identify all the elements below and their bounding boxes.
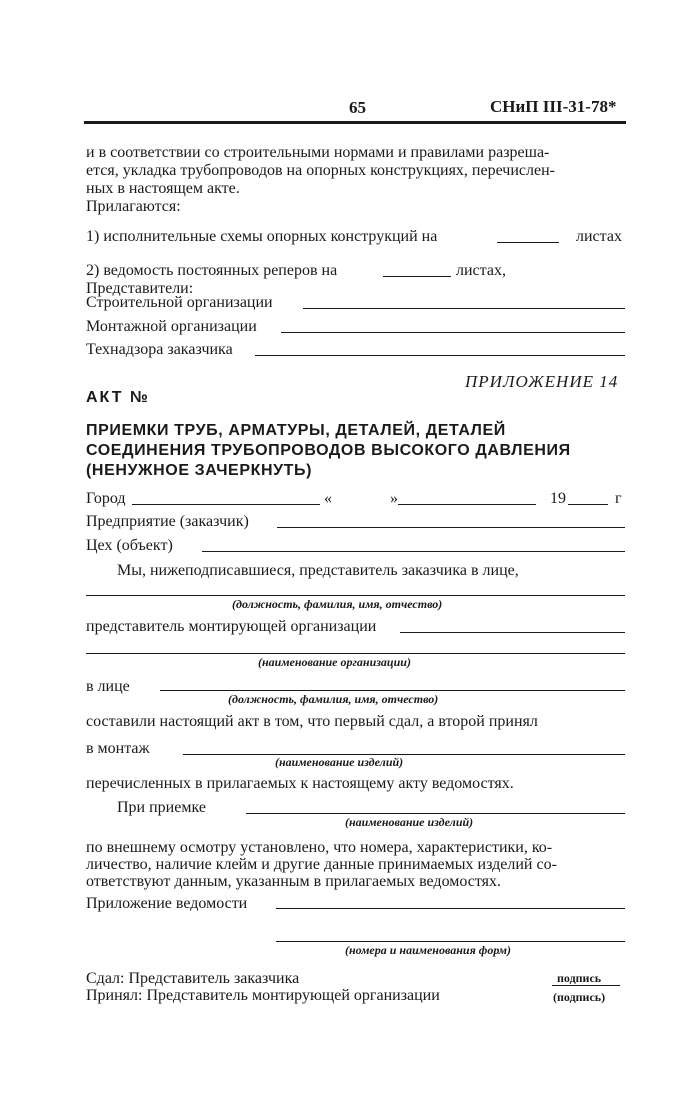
appendix-sheets-blank bbox=[276, 908, 625, 909]
signature-1: подпись bbox=[557, 971, 602, 985]
inspect-line-3: ответствуют данным, указанным в прилагаемых ведомостях. bbox=[86, 873, 502, 890]
city-blank bbox=[132, 504, 320, 505]
shop-label: Цех (объект) bbox=[86, 537, 173, 554]
page-number: 65 bbox=[349, 98, 366, 117]
intro-line-3: ных в настоящем акте. bbox=[86, 180, 240, 197]
in-person-label: в лице bbox=[86, 678, 130, 695]
received-label: Принял: Представитель монтирующей организации bbox=[86, 987, 440, 1004]
items-blank bbox=[183, 754, 625, 755]
appendix-label: ПРИЛОЖЕНИЕ 14 bbox=[465, 372, 619, 391]
hint-items: (наименование изделий) bbox=[275, 755, 404, 769]
year-prefix: 19 bbox=[550, 490, 566, 507]
date-quote-open: « bbox=[324, 490, 332, 507]
mount-rep-label: представитель монтирующей организации bbox=[86, 618, 377, 635]
attached-item-1: 1) исполнительные схемы опорных конструкций на bbox=[86, 228, 438, 245]
listed-sentence: перечисленных в прилагаемых к настоящему акту ведомостях. bbox=[86, 775, 514, 792]
act-number-label: АКТ № bbox=[86, 389, 150, 406]
into-mount-label: в монтаж bbox=[86, 740, 150, 757]
item1-blank bbox=[497, 242, 559, 243]
attached-label: Прилагаются: bbox=[86, 198, 181, 215]
act-title-1: ПРИЕМКИ ТРУБ, АРМАТУРЫ, ДЕТАЛЕЙ, ДЕТАЛЕЙ bbox=[86, 422, 506, 439]
doc-code: СНиП III-31-78* bbox=[490, 97, 617, 116]
rep-mounting: Монтажной организации bbox=[86, 318, 257, 335]
city-label: Город bbox=[86, 490, 126, 507]
rep-construction-blank bbox=[303, 308, 625, 309]
rep-mounting-blank bbox=[281, 332, 625, 333]
on-accept-label: При приемке bbox=[117, 799, 206, 816]
signature-1-rule bbox=[552, 985, 620, 986]
org-name-blank bbox=[86, 653, 625, 654]
hint-org: (наименование организации) bbox=[258, 655, 411, 669]
item2-blank bbox=[383, 276, 451, 277]
item1-unit: листах bbox=[576, 228, 622, 245]
hint-items-2: (наименование изделий) bbox=[345, 815, 474, 829]
month-blank bbox=[398, 504, 536, 505]
attached-item-2: 2) ведомость постоянных реперов на bbox=[86, 262, 338, 279]
header-rule bbox=[84, 121, 626, 124]
signature-2: (подпись) bbox=[553, 990, 606, 1004]
hint-position-2: (должность, фамилия, имя, отчество) bbox=[228, 692, 439, 706]
inspect-line-2: личество, наличие клейм и другие данные принимаемых изделий со- bbox=[86, 856, 557, 873]
representatives-label: Представители: bbox=[86, 280, 194, 297]
handed-label: Сдал: Представитель заказчика bbox=[86, 970, 300, 987]
rep-supervision: Технадзора заказчика bbox=[86, 341, 233, 358]
item2-unit: листах, bbox=[456, 262, 506, 279]
inspect-line-1: по внешнему осмотру установлено, что номера, характеристики, ко- bbox=[86, 839, 553, 856]
forms-blank bbox=[276, 941, 625, 942]
mount-rep-blank bbox=[400, 632, 625, 633]
date-quote-close: » bbox=[390, 490, 398, 507]
intro-line-2: ется, укладка трубопроводов на опорных конструкциях, перечислен- bbox=[86, 162, 555, 179]
year-blank bbox=[568, 504, 608, 505]
we-sentence: Мы, нижеподписавшиеся, представитель заказчика в лице, bbox=[117, 562, 519, 579]
enterprise-label: Предприятие (заказчик) bbox=[86, 513, 249, 530]
shop-blank bbox=[202, 551, 625, 552]
accept-items-blank bbox=[246, 813, 625, 814]
in-person-blank bbox=[160, 690, 625, 691]
hint-forms: (номера и наименования форм) bbox=[345, 943, 511, 957]
rep-construction: Строительной организации bbox=[86, 294, 273, 311]
act-title-3: (НЕНУЖНОЕ ЗАЧЕРКНУТЬ) bbox=[86, 462, 313, 479]
hint-position: (должность, фамилия, имя, отчество) bbox=[232, 597, 443, 611]
act-title-2: СОЕДИНЕНИЯ ТРУБОПРОВОДОВ ВЫСОКОГО ДАВЛЕНИЯ bbox=[86, 442, 571, 459]
customer-rep-blank bbox=[86, 595, 625, 596]
appendix-sheets-label: Приложение ведомости bbox=[86, 895, 248, 912]
year-suffix: г bbox=[615, 490, 622, 507]
enterprise-blank bbox=[277, 527, 625, 528]
rep-supervision-blank bbox=[255, 355, 625, 356]
intro-line-1: и в соответствии со строительными нормами и правилами разреша- bbox=[86, 144, 550, 161]
composed-sentence: составили настоящий акт в том, что первый сдал, а второй принял bbox=[86, 713, 538, 730]
